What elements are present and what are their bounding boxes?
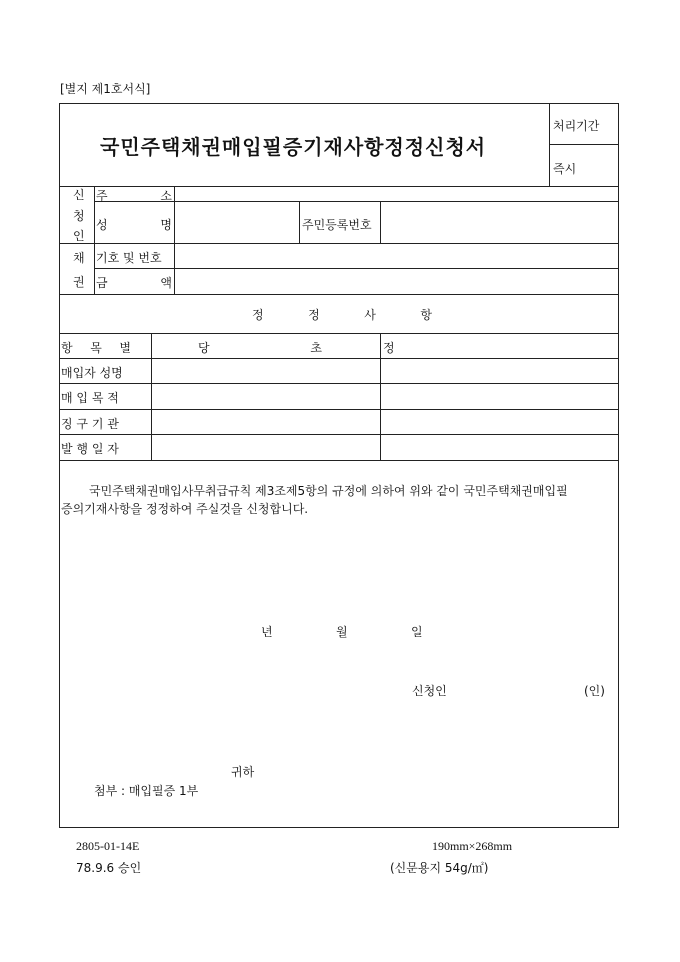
bond-amount-label: 금 액	[96, 276, 172, 290]
table-col-divider	[151, 333, 152, 460]
form-number-label: [별지 제1호서식]	[60, 82, 151, 96]
attachment-note: 첨부 : 매입필증 1부	[94, 784, 199, 798]
row-label: 매입자 성명	[61, 366, 123, 380]
table-line	[59, 434, 619, 435]
footer-code: 2805-01-14E	[76, 839, 140, 853]
label-divider	[174, 186, 175, 294]
row-label: 매 입 목 적	[61, 391, 119, 405]
correction-header: 정 정 사 항	[252, 308, 432, 322]
table-col-divider	[380, 333, 381, 460]
row-label: 발 행 일 자	[61, 442, 119, 456]
processing-label: 처리기간	[553, 119, 600, 133]
date-day: 일	[411, 625, 423, 639]
id-value-divider	[380, 201, 381, 243]
footer-size: 190mm×268mm	[432, 839, 513, 853]
col-corrected-header: 정	[383, 341, 395, 355]
row-label: 징 구 기 관	[61, 417, 119, 431]
date-month: 월	[336, 625, 348, 639]
seal-mark: (인)	[584, 684, 605, 698]
form-title: 국민주택채권매입필증기재사항정정신청서	[100, 135, 487, 159]
statement-line: 국민주택채권매입사무취급규칙 제3조제5항의 규정에 의하여 위와 같이 국민주택채권매입필	[89, 484, 568, 498]
applicant-group-char: 청	[73, 209, 85, 223]
correction-header-bottom	[59, 333, 619, 334]
symbol-bottom-line	[94, 268, 619, 269]
table-line	[59, 409, 619, 410]
processing-value: 즉시	[553, 162, 577, 176]
table-line	[59, 383, 619, 384]
address-label: 주 소	[96, 189, 172, 203]
applicant-group-char: 인	[73, 229, 85, 243]
applicant-bottom-line	[59, 243, 619, 244]
name-id-divider	[299, 201, 300, 243]
recipient-label: 귀하	[231, 765, 255, 779]
processing-split	[549, 144, 619, 145]
bond-group-char: 권	[73, 275, 85, 289]
col-item-header: 항 목 별	[61, 341, 131, 355]
resident-id-label: 주민등록번호	[302, 218, 372, 232]
table-bottom-line	[59, 460, 619, 461]
bond-group-char: 채	[73, 251, 85, 265]
address-bottom-line	[94, 201, 619, 202]
bond-symbol-label: 기호 및 번호	[96, 251, 162, 265]
statement-line: 증의기재사항을 정정하여 주실것을 신청합니다.	[61, 502, 309, 516]
name-label: 성 명	[96, 218, 172, 232]
date-year: 년	[261, 625, 273, 639]
form-frame	[59, 103, 619, 828]
applicant-sign-label: 신청인	[412, 684, 447, 698]
group-divider	[94, 186, 95, 294]
footer-approval: 78.9.6 승인	[76, 861, 142, 875]
footer-paper: (신문용지 54g/㎡)	[390, 861, 489, 875]
table-line	[59, 358, 619, 359]
bond-bottom-line	[59, 294, 619, 295]
applicant-group-char: 신	[73, 188, 85, 202]
col-original-header: 당 초	[198, 341, 322, 355]
